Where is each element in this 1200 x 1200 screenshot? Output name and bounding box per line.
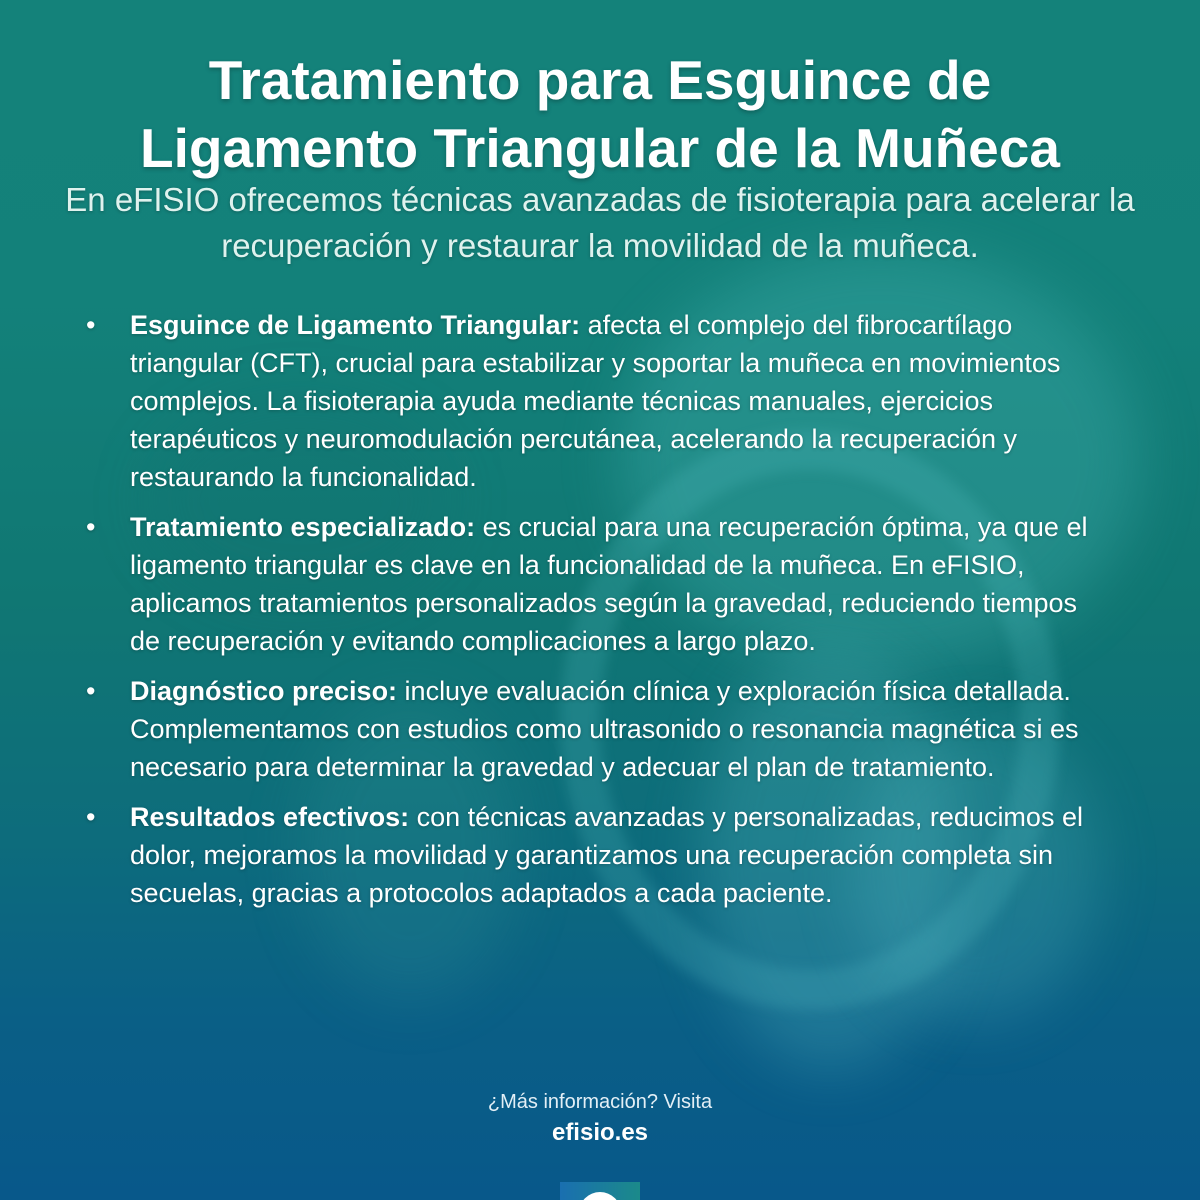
bullet-icon: • [86, 802, 96, 832]
title-line-1: Tratamiento para Esguince de [208, 49, 992, 111]
footer [0, 1088, 1200, 1150]
title-line-2: Ligamento Triangular de la Muñeca [140, 117, 1060, 179]
item-heading: Tratamiento especializado: [130, 512, 476, 542]
more-info-text: ¿Más información? Visita [487, 1091, 713, 1113]
item-text: con técnicas avanzadas y personalizadas, reducimos el dolor, mejoramos la movilidad y garantizamos una recuperación completa sin secuelas, gracias a protocolos adaptados a cada paciente. [130, 802, 1083, 908]
item-heading: Resultados efectivos: [130, 802, 410, 832]
bullet-icon: • [86, 512, 96, 542]
logo-circle-icon [579, 1192, 621, 1200]
bullet-icon: • [86, 676, 96, 706]
page-title [0, 46, 1200, 182]
item-text: afecta el complejo del fibrocartílago triangular (CFT), crucial para estabilizar y soportar la muñeca en movimientos complejos. La fisioterapia ayuda mediante técnicas manuales, ejercicios terapéuticos y neuromodulación percutánea, acelerando la recuperación y restaurando la funcionalidad. [130, 310, 1061, 492]
item-text: incluye evaluación clínica y exploración física detallada. Complementamos con estudios como ultrasonido o resonancia magnética si es necesario para determinar la gravedad y adecuar el plan de tratamiento. [130, 676, 1079, 782]
list-item [86, 798, 1096, 912]
list-item [86, 672, 1096, 786]
bullet-icon: • [86, 310, 96, 340]
item-heading: Esguince de Ligamento Triangular: [130, 310, 581, 340]
item-heading: Diagnóstico preciso: [130, 676, 398, 706]
efisio-logo-icon[interactable] [560, 1182, 640, 1200]
list-item [86, 306, 1096, 496]
page-subtitle: En eFISIO ofrecemos técnicas avanzadas de fisioterapia para acelerar la recuperación y restaurar la movilidad de la muñeca. [65, 181, 1135, 264]
benefits-list [86, 306, 1096, 924]
list-item [86, 508, 1096, 660]
item-text: es crucial para una recuperación óptima, ya que el ligamento triangular es clave en la funcionalidad de la muñeca. En eFISIO, aplicamos tratamientos personalizados según la gravedad, reduciendo tiempos de recuperación y evitando complicaciones a largo plazo. [130, 512, 1088, 656]
website-link[interactable]: efisio.es [551, 1119, 649, 1146]
